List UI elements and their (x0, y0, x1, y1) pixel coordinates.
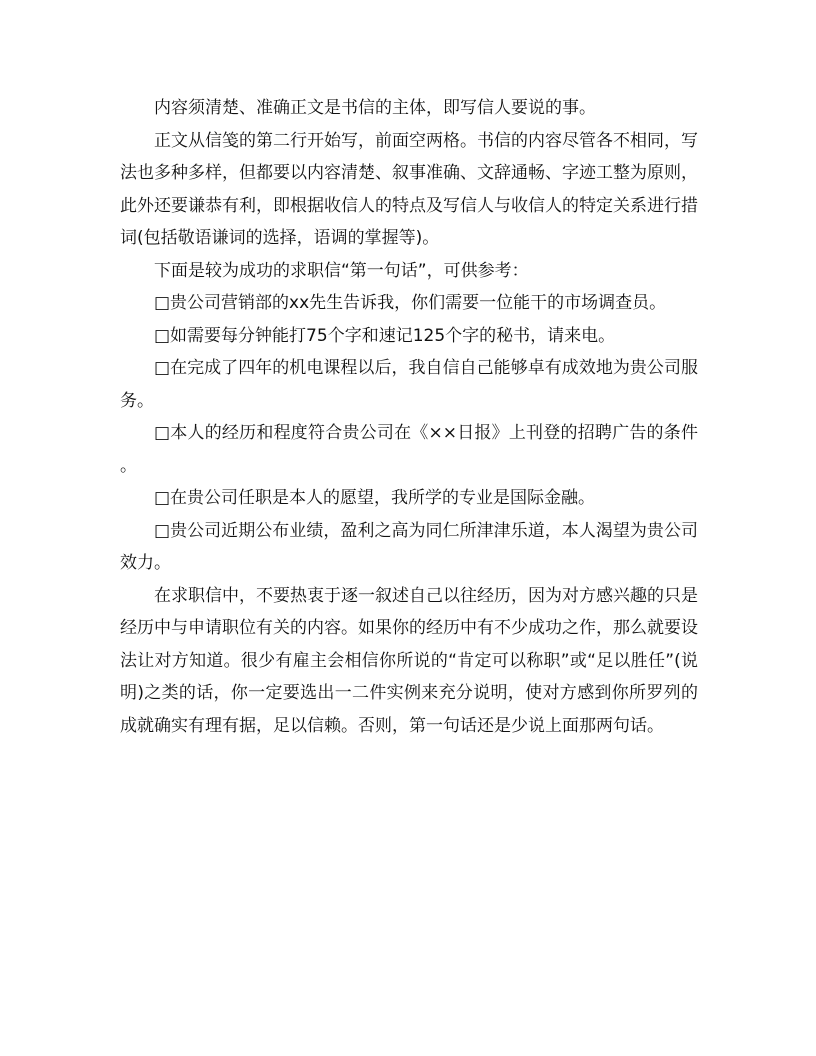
example-item: □在完成了四年的机电课程以后，我自信自己能够卓有成效地为贵公司服务。 (120, 358, 698, 411)
example-item: □在贵公司任职是本人的愿望，我所学的专业是国际金融。 (154, 488, 596, 508)
document-body (120, 92, 698, 742)
paragraph-advice: 在求职信中，不要热衷于逐一叙述自己以往经历，因为对方感兴趣的只是经历中与申请职位有关的内容。如果你的经历中有不少成功之作，那么就要设法让对方知道。很少有雇主会相信你所说的“肯定可以称职”或“足以胜任”(说明)之类的话，你一定要选出一二件实例来充分说明，使对方感到你所罗列的成就确实有理有据，足以信赖。否则，第一句话还是少说上面那两句话。 (120, 585, 698, 736)
example-item: □如需要每分钟能打75个字和速记125个字的秘书，请来电。 (154, 325, 616, 346)
paragraph-intro: 内容须清楚、准确正文是书信的主体，即写信人要说的事。 (154, 98, 596, 118)
example-item: □贵公司营销部的xx先生告诉我，你们需要一位能干的市场调查员。 (154, 293, 667, 313)
paragraph-body-format: 正文从信笺的第二行开始写，前面空两格。书信的内容尽管各不相同，写法也多种多样，但都要以内容清楚、叙事准确、文辞通畅、字迹工整为原则，此外还要谦恭有利，即根据收信人的特点及写信人与收信人的特定关系进行措词(包括敬语谦词的选择，语调的掌握等)。 (120, 130, 698, 248)
example-item: □贵公司近期公布业绩，盈利之高为同仁所津津乐道，本人渴望为贵公司效力。 (120, 520, 698, 573)
paragraph-examples-heading: 下面是较为成功的求职信“第一句话”，可供参考： (154, 260, 529, 281)
example-item: □本人的经历和程度符合贵公司在《××日报》上刊登的招聘广告的条件。 (120, 423, 698, 476)
